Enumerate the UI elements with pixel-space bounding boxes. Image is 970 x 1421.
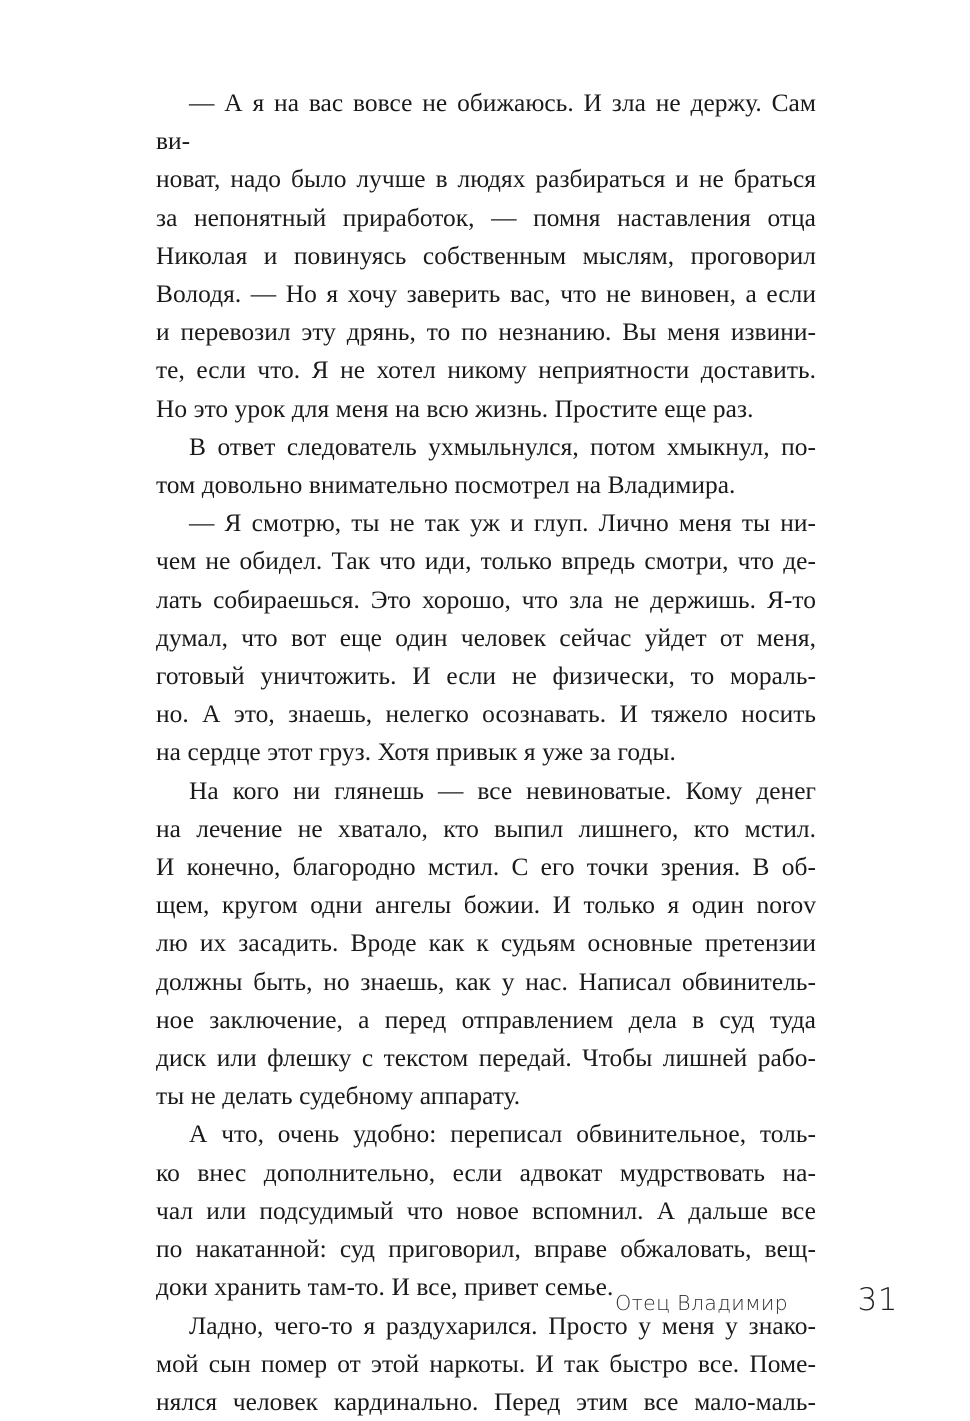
text-line: чем не обидел. Так что иди, только впредь смотри, что де- (156, 542, 816, 580)
text-line: А что, очень удобно: переписал обвинительное, толь- (156, 1115, 816, 1153)
text-line: Но это урок для меня на всю жизнь. Простите еще раз. (156, 390, 816, 428)
text-line: На кого ни глянешь — все невиноватые. Кому денег (156, 772, 816, 810)
running-head: Отец Владимир (615, 1291, 788, 1315)
text-line: щем, кругом одни ангелы божии. И только я один norov (156, 886, 816, 924)
page-footer (156, 1282, 898, 1330)
text-line: ное заключение, а перед отправлением дела в суд туда (156, 1001, 816, 1039)
text-line: Володя. — Но я хочу заверить вас, что не виновен, а если (156, 275, 816, 313)
paragraph (156, 772, 816, 1116)
text-line: новат, надо было лучше в людях разбираться и не браться (156, 160, 816, 198)
text-line: должны быть, но знаешь, как у нас. Написал обвинитель- (156, 963, 816, 1001)
text-line: те, если что. Я не хотел никому неприятности доставить. (156, 351, 816, 389)
text-line: Николая и повинуясь собственным мыслям, проговорил (156, 237, 816, 275)
text-line: за непонятный приработок, — помня наставления отца (156, 199, 816, 237)
text-line: Ладно, чего-то я раздухарился. Просто у меня у знако- (156, 1307, 816, 1345)
text-line: чал или подсудимый что новое вспомнил. А дальше все (156, 1192, 816, 1230)
text-line: мой сын помер от этой наркоты. И так быстро все. Поме- (156, 1345, 816, 1383)
text-line: доки хранить там-то. И все, привет семье. (156, 1268, 816, 1306)
text-line: — Я смотрю, ты не так уж и глуп. Лично меня ты ни- (156, 504, 816, 542)
text-line: на лечение не хватало, кто выпил лишнего, кто мстил. (156, 810, 816, 848)
text-line: том довольно внимательно посмотрел на Владимира. (156, 466, 816, 504)
text-line: нялся человек кардинально. Перед этим все мало-маль- (156, 1383, 816, 1421)
text-line: диск или флешку с текстом передай. Чтобы лишней рабо- (156, 1039, 816, 1077)
text-line: и перевозил эту дрянь, то по незнанию. Вы меня извини- (156, 313, 816, 351)
text-line: В ответ следователь ухмыльнулся, потом хмыкнул, по- (156, 428, 816, 466)
text-line: ко внес дополнительно, если адвокат мудрствовать на- (156, 1154, 816, 1192)
text-line: лю их засадить. Вроде как к судьям основные претензии (156, 924, 816, 962)
text-line: лать собираешься. Это хорошо, что зла не держишь. Я-то (156, 581, 816, 619)
body-text-column (156, 84, 816, 1421)
text-line: думал, что вот еще один человек сейчас уйдет от меня, (156, 619, 816, 657)
paragraph (156, 504, 816, 771)
page-number: 31 (850, 1282, 898, 1318)
text-line: но. А это, знаешь, нелегко осознавать. И тяжело носить (156, 695, 816, 733)
text-line: готовый уничтожить. И если не физически, то мораль- (156, 657, 816, 695)
text-line: ты не делать судебному аппарату. (156, 1077, 816, 1115)
paragraph (156, 1115, 816, 1306)
text-line: — А я на вас вовсе не обижаюсь. И зла не держу. Сам ви- (156, 84, 816, 160)
text-line: И конечно, благородно мстил. С его точки зрения. В об- (156, 848, 816, 886)
text-line: по накатанной: суд приговорил, вправе обжаловать, вещ- (156, 1230, 816, 1268)
text-line: на сердце этот груз. Хотя привык я уже за годы. (156, 733, 816, 771)
paragraph (156, 84, 816, 428)
paragraph (156, 428, 816, 504)
